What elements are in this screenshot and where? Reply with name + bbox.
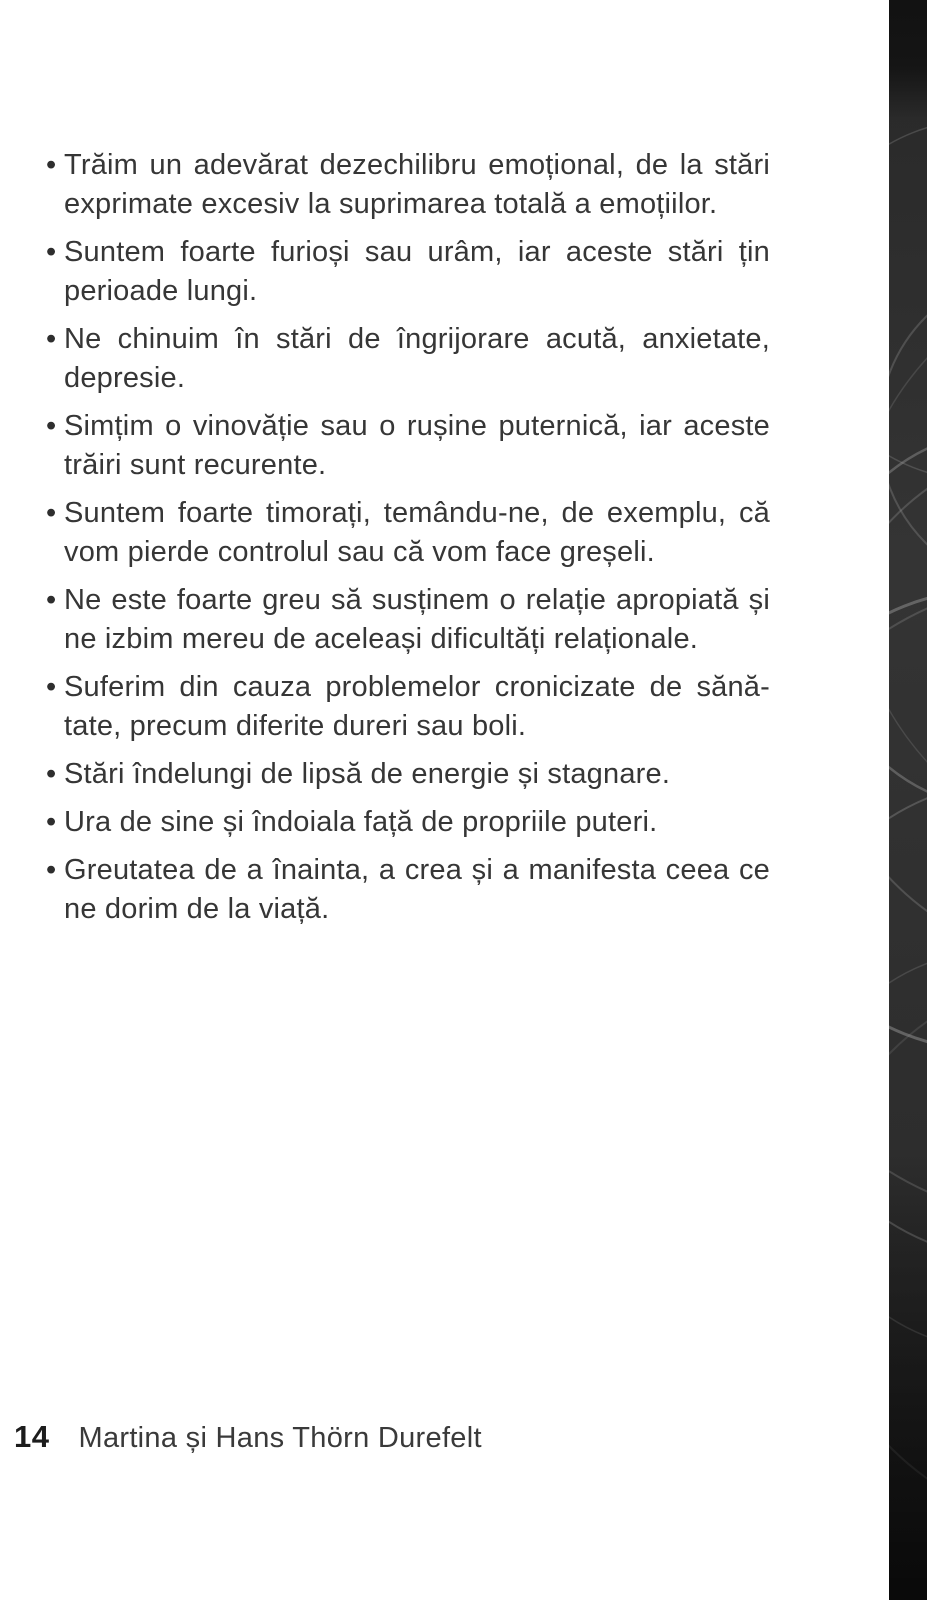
decorative-side-band [889,0,927,1600]
bullet-icon: • [46,149,57,181]
list-item [48,851,770,929]
bullet-icon: • [46,584,57,616]
list-item-text: Trăim un adevărat dezechilibru emoțional, de la stări exprimate excesiv la suprimarea totală a emoțiilor. [64,149,770,220]
list-item [48,494,770,572]
list-item [48,803,770,842]
list-item [48,755,770,794]
list-item-text: Suntem foarte furioși sau urâm, iar aceste stări țin perioade lungi. [64,236,770,307]
page-footer [14,1419,482,1455]
list-item [48,581,770,659]
list-item-text: Ne chinuim în stări de îngrijorare acută, anxietate, depresie. [64,323,770,394]
band-top-shadow [889,0,927,120]
list-item-text: Greutatea de a înainta, a crea și a manifesta ceea ce ne dorim de la viață. [64,854,770,925]
bullet-icon: • [46,236,57,268]
bullet-icon: • [46,497,57,529]
list-item-text: Suntem foarte timorați, temându-ne, de exemplu, că vom pierde controlul sau că vom face greșeli. [64,497,770,568]
page-number: 14 [14,1419,50,1454]
bullet-icon: • [46,323,57,355]
list-item [48,146,770,224]
bullet-icon: • [46,410,57,442]
band-bottom-shadow [889,1150,927,1600]
bullet-icon: • [46,671,57,703]
list-item-text: Suferim din cauza problemelor cronicizate de sănă-tate, precum diferite dureri sau boli. [64,671,770,742]
list-item-text: Stări îndelungi de lipsă de energie și stagnare. [64,758,671,790]
list-item [48,407,770,485]
bullet-icon: • [46,758,57,790]
list-item [48,233,770,311]
list-item-text: Ura de sine și îndoiala față de propriile puteri. [64,806,658,838]
running-header-author: Martina și Hans Thörn Durefelt [78,1422,482,1454]
list-item [48,320,770,398]
list-item-text: Simțim o vinovăție sau o rușine puternică, iar aceste trăiri sunt recurente. [64,410,770,481]
list-item [48,668,770,746]
symptom-list [48,146,770,938]
list-item-text: Ne este foarte greu să susținem o relație apropiată și ne izbim mereu de aceleași dificultăți relaționale. [64,584,770,655]
bullet-icon: • [46,806,57,838]
bullet-icon: • [46,854,57,886]
